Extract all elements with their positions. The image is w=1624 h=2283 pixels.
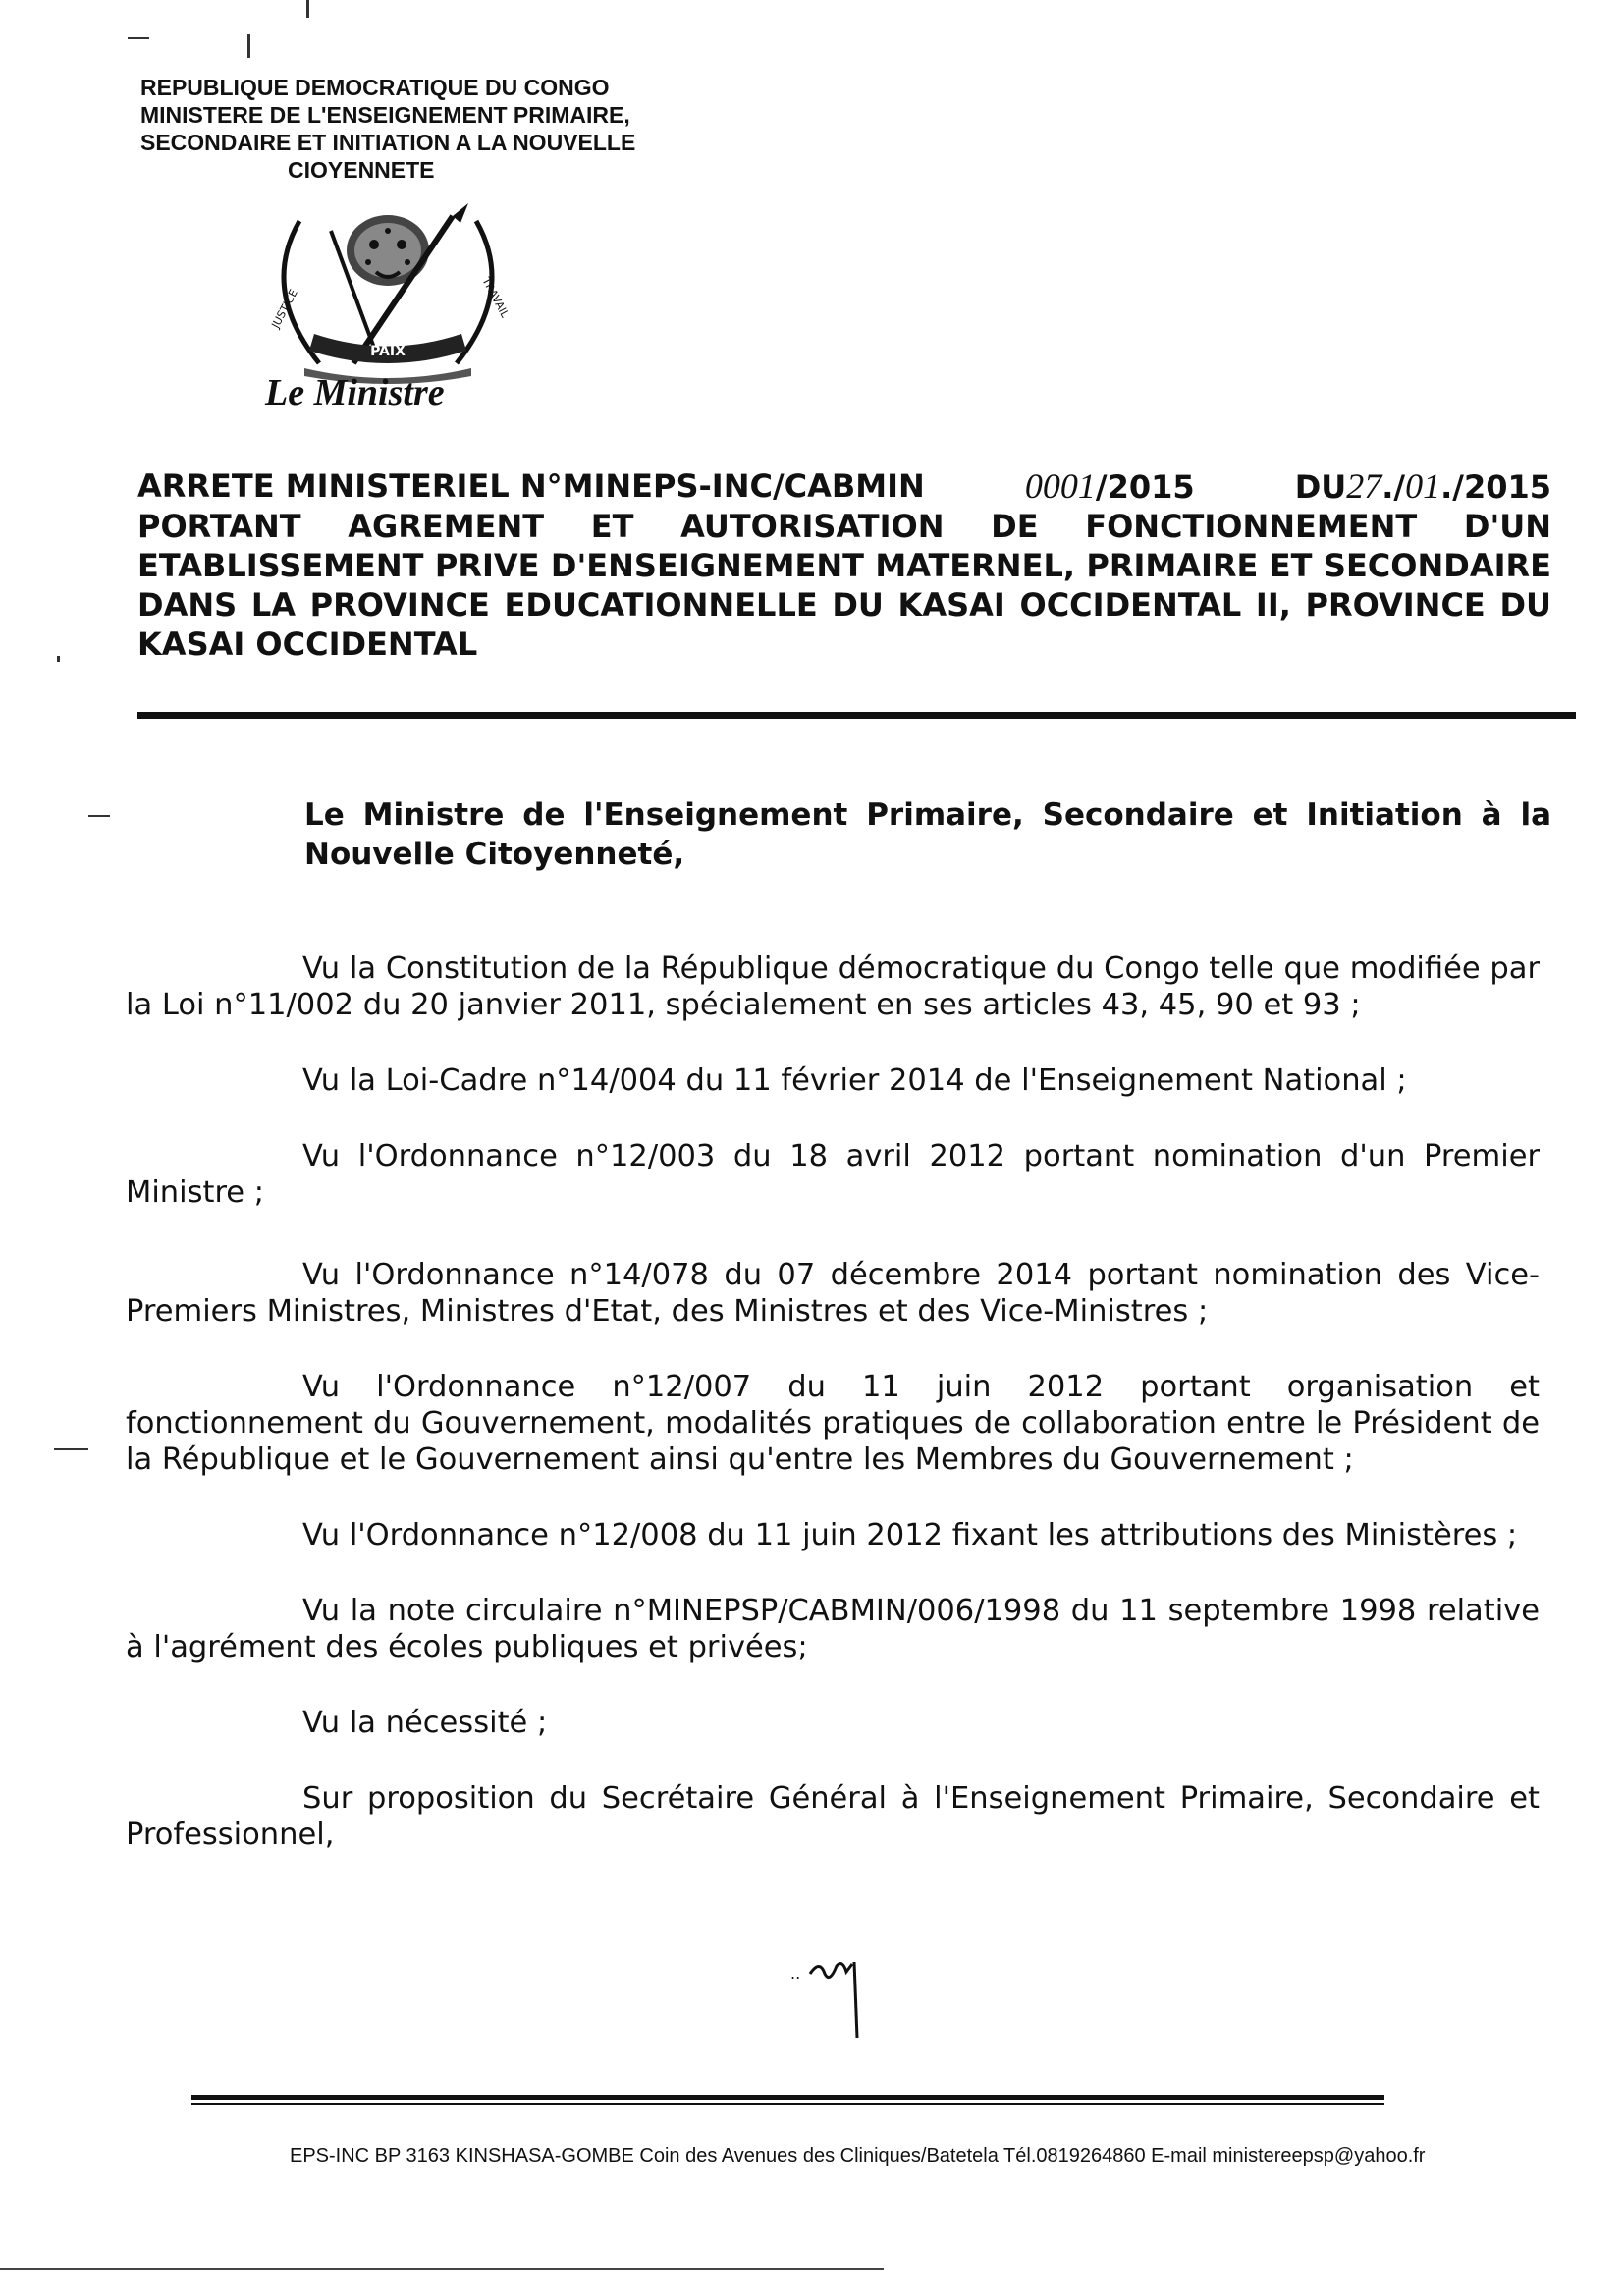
coat-of-arms-emblem: [260, 201, 515, 388]
scan-mark: [88, 815, 110, 817]
footer-divider-thin: [191, 2103, 1384, 2105]
header-line-ministry: MINISTERE DE L'ENSEIGNEMENT PRIMAIRE,: [140, 102, 630, 128]
header-line-ministry-cont: SECONDAIRE ET INITIATION A LA NOUVELLE: [140, 130, 636, 155]
considerant-note-circulaire: Vu la note circulaire n°MINEPSP/CABMIN/006/1998 du 11 septembre 1998 relative à l'agrément des écoles publiques et privées;: [126, 1594, 1540, 1664]
minister-heading: Le Ministre de l'Enseignement Primaire, Secondaire et Initiation à la Nouvelle Citoyenneté,: [304, 797, 1551, 872]
scan-mark: [247, 34, 250, 58]
arrete-du-label: DU: [1294, 468, 1347, 506]
scan-mark: [57, 656, 60, 662]
scan-edge-line: [0, 2268, 884, 2270]
handwritten-month: 01: [1405, 466, 1441, 506]
considerant-loi-cadre: Vu la Loi-Cadre n°14/004 du 11 février 2014 de l'Enseignement National ;: [302, 1063, 1407, 1098]
arrete-date-separator: ./: [1381, 468, 1406, 506]
considerant-attributions: Vu l'Ordonnance n°12/008 du 11 juin 2012 fixant les attributions des Ministères ;: [302, 1518, 1518, 1552]
arrete-line-5: [137, 625, 1551, 664]
scan-mark: [128, 37, 149, 39]
footer-address: EPS-INC BP 3163 KINSHASA-GOMBE Coin des Avenues des Cliniques/Batetela Tél.0819264860 E-mail ministereepsp@yahoo.fr: [290, 2146, 1426, 2167]
minister-title: Le Ministre: [265, 372, 445, 413]
considerant-organisation-gouvernement: Vu l'Ordonnance n°12/007 du 11 juin 2012 portant organisation et fonctionnement du Gouvernement, modalités pratiques de collaboration entre le Président de la République et le Gouvernement ainsi qu'entre les Membres du Gouvernement ;: [126, 1370, 1540, 1477]
initials-dots: ..: [790, 1964, 801, 1983]
arrete-line-3-text: ETABLISSEMENT PRIVE D'ENSEIGNEMENT MATERNEL, PRIMAIRE ET SECONDAIRE: [137, 547, 1551, 584]
arrete-line-4-text: DANS LA PROVINCE EDUCATIONNELLE DU KASAI OCCIDENTAL II, PROVINCE DU: [137, 586, 1551, 624]
considerant-proposition: Sur proposition du Secrétaire Général à l'Enseignement Primaire, Secondaire et Professionnel,: [126, 1781, 1540, 1852]
scan-mark: [54, 1448, 88, 1450]
handwritten-initials: [785, 1944, 884, 2042]
considerant-constitution: Vu la Constitution de la République démocratique du Congo telle que modifiée par la Loi n°11/002 du 20 janvier 2011, spécialement en ses articles 43, 45, 90 et 93 ;: [126, 951, 1540, 1022]
arrete-reference-number: [1025, 466, 1195, 507]
arrete-line-4: [137, 585, 1551, 625]
arrete-year: /2015: [1095, 468, 1195, 506]
arrete-line-2: [137, 507, 1551, 546]
title-divider: [137, 712, 1576, 719]
footer-divider-thick: [191, 2095, 1384, 2100]
arrete-line-1: [137, 466, 1551, 507]
preamble-body: [126, 951, 1540, 1853]
emblem-left-motto: JUSTICE: [269, 287, 300, 331]
arrete-title: [137, 466, 1551, 664]
handwritten-day: 27: [1346, 466, 1382, 506]
arrete-line-2-text: PORTANT AGREMENT ET AUTORISATION DE FONCTIONNEMENT D'UN: [137, 508, 1551, 545]
handwritten-number: 0001: [1024, 466, 1096, 506]
considerant-necessite: Vu la nécessité ;: [302, 1706, 548, 1740]
emblem-right-motto: TRAVAIL: [479, 275, 512, 320]
scan-mark: [306, 0, 309, 18]
arrete-date-year: ./2015: [1440, 468, 1551, 506]
header-line-republic: REPUBLIQUE DEMOCRATIQUE DU CONGO: [140, 75, 610, 100]
considerant-premier-ministre: Vu l'Ordonnance n°12/003 du 18 avril 2012 portant nomination d'un Premier Ministre ;: [126, 1139, 1540, 1210]
emblem-banner-text: PAIX: [370, 344, 406, 359]
arrete-line-5-text: KASAI OCCIDENTAL: [137, 625, 478, 663]
header-line-citizenship: CIOYENNETE: [288, 157, 435, 183]
ministry-header: [140, 74, 730, 184]
arrete-reference-prefix: ARRETE MINISTERIEL N°MINEPS-INC/CABMIN: [137, 467, 925, 505]
arrete-line-3: [137, 546, 1551, 585]
considerant-vice-premiers: Vu l'Ordonnance n°14/078 du 07 décembre 2014 portant nomination des Vice-Premiers Ministres, Ministres d'Etat, des Ministres et des Vice-Ministres ;: [126, 1258, 1540, 1329]
arrete-date: [1295, 466, 1551, 507]
